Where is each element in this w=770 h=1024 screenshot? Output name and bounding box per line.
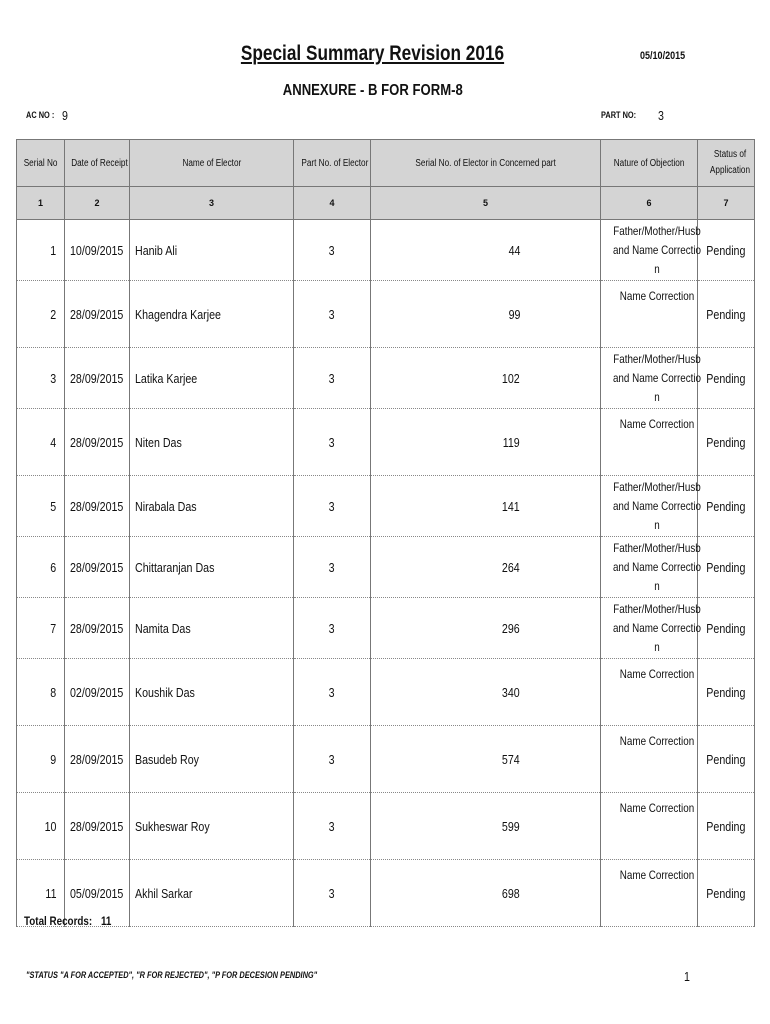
elector-name-cell: Khagendra Karjee <box>130 281 294 348</box>
part-no-cell: 3 <box>294 537 371 598</box>
elector-name-cell: Hanib Ali <box>130 220 294 281</box>
col-number: 1 <box>17 187 65 220</box>
elector-name-cell: Latika Karjee <box>130 348 294 409</box>
serial-cell: 3 <box>17 348 65 409</box>
objection-cell: Father/Mother/Husband Name Correction <box>601 537 698 598</box>
table-header-row <box>17 140 755 187</box>
part-no-label: PART NO: <box>601 110 637 120</box>
col-header-elector-serial: Serial No. of Elector in Concerned part <box>371 140 601 187</box>
serial-cell: 5 <box>17 476 65 537</box>
serial-cell: 4 <box>17 409 65 476</box>
total-records-label: Total Records: <box>24 914 93 928</box>
col-number: 5 <box>371 187 601 220</box>
part-no-cell: 3 <box>294 220 371 281</box>
table-row <box>17 409 755 476</box>
table-row <box>17 537 755 598</box>
report-date: 05/10/2015 <box>640 50 686 62</box>
elector-serial-cell: 340 <box>371 659 601 726</box>
status-cell: Pending <box>698 281 755 348</box>
elector-name-cell: Basudeb Roy <box>130 726 294 793</box>
elector-name-cell: Sukheswar Roy <box>130 793 294 860</box>
elector-serial-cell: 119 <box>371 409 601 476</box>
date-cell: 28/09/2015 <box>65 348 130 409</box>
part-no-cell: 3 <box>294 348 371 409</box>
part-no-cell: 3 <box>294 793 371 860</box>
date-cell: 28/09/2015 <box>65 726 130 793</box>
table-row <box>17 659 755 726</box>
elector-serial-cell: 599 <box>371 793 601 860</box>
objection-cell: Father/Mother/Husband Name Correction <box>601 598 698 659</box>
objection-cell: Name Correction <box>601 793 698 860</box>
date-cell: 28/09/2015 <box>65 537 130 598</box>
total-records-value: 11 <box>101 914 112 928</box>
table-row <box>17 860 755 927</box>
status-cell: Pending <box>698 726 755 793</box>
elector-name-cell: Akhil Sarkar <box>130 860 294 927</box>
column-number-row <box>17 187 755 220</box>
ac-no-value: 9 <box>62 108 68 123</box>
status-cell: Pending <box>698 659 755 726</box>
serial-cell: 8 <box>17 659 65 726</box>
status-cell: Pending <box>698 860 755 927</box>
date-cell: 28/09/2015 <box>65 793 130 860</box>
serial-cell: 2 <box>17 281 65 348</box>
part-no-cell: 3 <box>294 659 371 726</box>
status-legend-note: "STATUS "A FOR ACCEPTED", "R FOR REJECTED", "P FOR DECESION PENDING" <box>26 970 318 980</box>
date-cell: 05/09/2015 <box>65 860 130 927</box>
part-no-cell: 3 <box>294 476 371 537</box>
col-number: 4 <box>294 187 371 220</box>
objection-cell: Father/Mother/Husband Name Correction <box>601 476 698 537</box>
objection-cell: Name Correction <box>601 860 698 927</box>
elector-name-cell: Nirabala Das <box>130 476 294 537</box>
status-cell: Pending <box>698 220 755 281</box>
status-cell: Pending <box>698 348 755 409</box>
objection-cell: Name Correction <box>601 659 698 726</box>
elector-serial-cell: 102 <box>371 348 601 409</box>
status-cell: Pending <box>698 793 755 860</box>
table-row <box>17 598 755 659</box>
date-cell: 10/09/2015 <box>65 220 130 281</box>
table-row <box>17 220 755 281</box>
serial-cell: 11 <box>17 860 65 927</box>
page-title: Special Summary Revision 2016 <box>240 42 505 65</box>
status-cell: Pending <box>698 537 755 598</box>
serial-cell: 7 <box>17 598 65 659</box>
part-no-cell: 3 <box>294 860 371 927</box>
col-header-serial: Serial No <box>17 140 65 187</box>
col-number: 2 <box>65 187 130 220</box>
part-no-cell: 3 <box>294 726 371 793</box>
part-no-cell: 3 <box>294 409 371 476</box>
objection-cell: Name Correction <box>601 726 698 793</box>
objection-cell: Father/Mother/Husband Name Correction <box>601 348 698 409</box>
elector-name-cell: Namita Das <box>130 598 294 659</box>
serial-cell: 10 <box>17 793 65 860</box>
part-no-cell: 3 <box>294 598 371 659</box>
date-cell: 28/09/2015 <box>65 281 130 348</box>
col-header-objection: Nature of Objection <box>601 140 698 187</box>
page-subtitle: ANNEXURE - B FOR FORM-8 <box>282 82 463 99</box>
objection-cell: Father/Mother/Husband Name Correction <box>601 220 698 281</box>
elector-serial-cell: 698 <box>371 860 601 927</box>
status-cell: Pending <box>698 476 755 537</box>
ac-no-label: AC NO : <box>26 110 55 120</box>
elector-name-cell: Niten Das <box>130 409 294 476</box>
elector-serial-cell: 99 <box>371 281 601 348</box>
date-cell: 28/09/2015 <box>65 476 130 537</box>
table-row <box>17 793 755 860</box>
col-number: 3 <box>130 187 294 220</box>
page-number: 1 <box>684 969 690 984</box>
objection-cell: Name Correction <box>601 409 698 476</box>
col-header-part: Part No. of Elector <box>294 140 371 187</box>
status-cell: Pending <box>698 598 755 659</box>
date-cell: 28/09/2015 <box>65 409 130 476</box>
status-cell: Pending <box>698 409 755 476</box>
part-no-cell: 3 <box>294 281 371 348</box>
elector-serial-cell: 141 <box>371 476 601 537</box>
table-row <box>17 726 755 793</box>
col-header-status: Status of Application <box>698 140 755 187</box>
col-header-name: Name of Elector <box>130 140 294 187</box>
col-header-date: Date of Receipt <box>65 140 130 187</box>
elector-serial-cell: 264 <box>371 537 601 598</box>
part-no-value: 3 <box>658 108 664 123</box>
table-row <box>17 281 755 348</box>
elector-serial-cell: 44 <box>371 220 601 281</box>
table-row <box>17 348 755 409</box>
serial-cell: 1 <box>17 220 65 281</box>
objection-cell: Name Correction <box>601 281 698 348</box>
table-row <box>17 476 755 537</box>
col-number: 6 <box>601 187 698 220</box>
serial-cell: 6 <box>17 537 65 598</box>
serial-cell: 9 <box>17 726 65 793</box>
col-number: 7 <box>698 187 755 220</box>
elector-name-cell: Chittaranjan Das <box>130 537 294 598</box>
elector-serial-cell: 296 <box>371 598 601 659</box>
elector-name-cell: Koushik Das <box>130 659 294 726</box>
annexure-table <box>16 139 755 927</box>
elector-serial-cell: 574 <box>371 726 601 793</box>
date-cell: 02/09/2015 <box>65 659 130 726</box>
date-cell: 28/09/2015 <box>65 598 130 659</box>
